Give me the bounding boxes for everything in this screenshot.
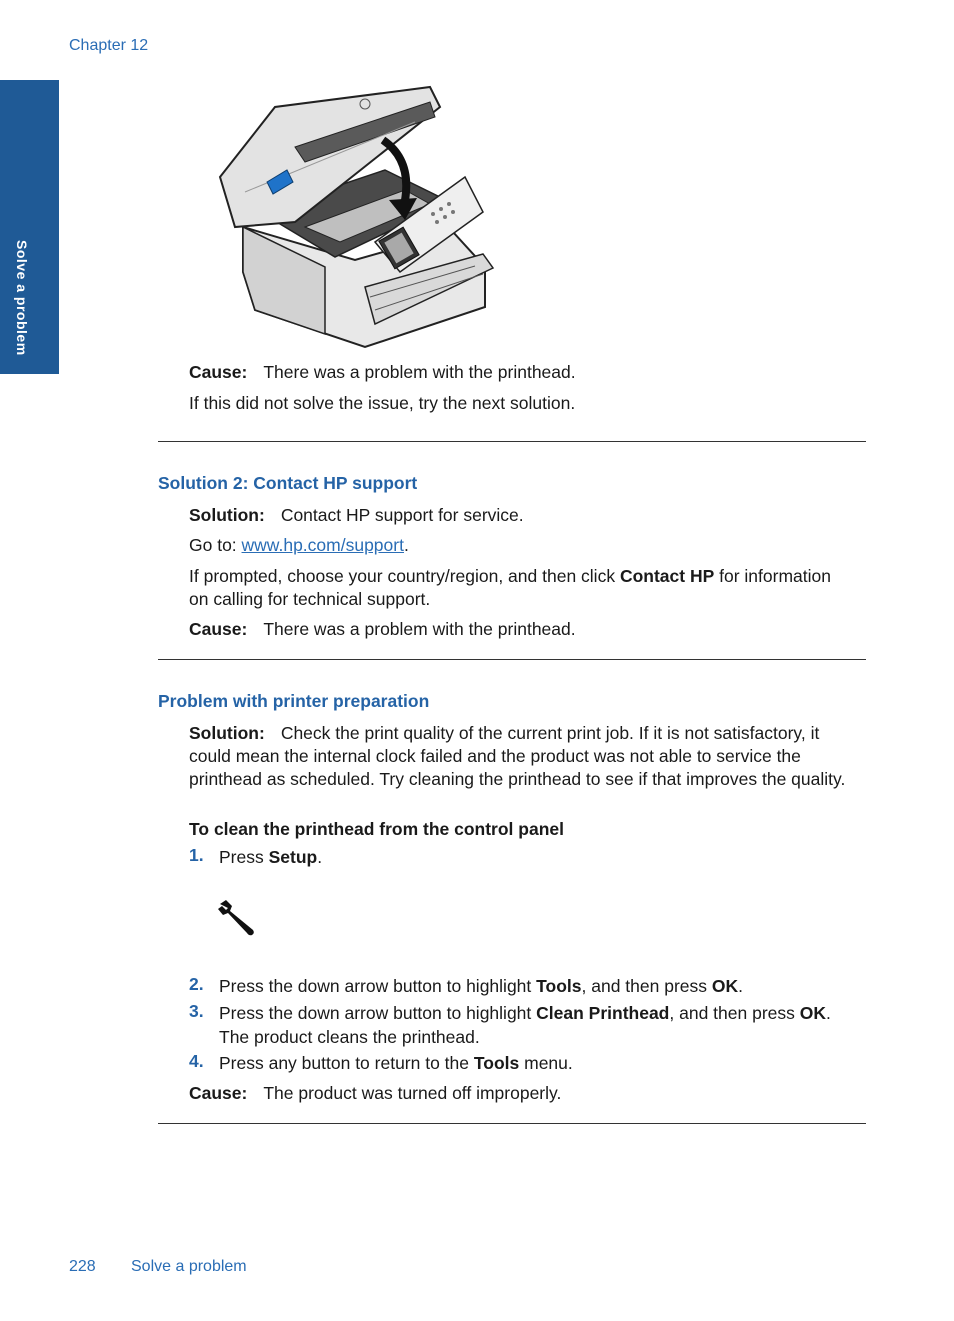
step-text: Press the down arrow button to highlight — [219, 976, 537, 996]
step-3-line2: The product cleans the printhead. — [219, 1027, 480, 1047]
procedure-title: To clean the printhead from the control panel — [189, 819, 564, 839]
goto-suffix: . — [403, 535, 409, 555]
step-4 — [219, 1051, 869, 1075]
solution-label: Solution: — [189, 723, 265, 743]
step-text: , and then press — [581, 976, 712, 996]
step-number: 4. — [189, 1051, 204, 1071]
contact-hp-text: Contact HP — [619, 566, 715, 586]
cause-2 — [189, 618, 869, 641]
divider — [158, 441, 866, 442]
footer-section: Solve a problem — [131, 1258, 247, 1275]
page-number: 228 — [69, 1258, 96, 1275]
goto-line — [189, 534, 869, 557]
cause-3 — [189, 1082, 869, 1105]
prompt-line-2: on calling for technical support. — [189, 589, 431, 609]
section-heading-contact-support: Solution 2: Contact HP support — [158, 473, 418, 493]
solution-3-line3: printhead as scheduled. Try cleaning the printhead to see if that improves the quality. — [189, 769, 846, 789]
goto-prefix: Go to: — [189, 535, 242, 555]
printer-open-lid-illustration — [215, 82, 497, 352]
section-heading-printer-preparation: Problem with printer preparation — [158, 691, 430, 711]
cause-text: The product was turned off improperly. — [263, 1083, 562, 1103]
step-text: Press — [219, 847, 269, 867]
step-1 — [219, 845, 869, 869]
step-bold: Tools — [536, 976, 582, 996]
step-text: . — [738, 976, 744, 996]
solution-2 — [189, 504, 869, 527]
step-text: Press the down arrow button to highlight — [219, 1003, 537, 1023]
prompt-text: If prompted, choose your country/region, and then click — [189, 566, 620, 586]
step-number: 3. — [189, 1001, 204, 1021]
hp-support-link[interactable]: www.hp.com/support — [241, 535, 404, 555]
step-bold: Tools — [473, 1053, 520, 1073]
solution-3-line2: could mean the internal clock failed and the product was not able to service the — [189, 746, 801, 766]
solution-3 — [189, 722, 869, 745]
step-text: . — [826, 1003, 831, 1023]
step-2 — [219, 974, 869, 998]
cause-label: Cause: — [189, 619, 248, 639]
cause-text: There was a problem with the printhead. — [263, 619, 576, 639]
solution-text: Contact HP support for service. — [280, 505, 524, 525]
step-text: . — [317, 847, 323, 867]
cause-text: There was a problem with the printhead. — [263, 362, 576, 382]
cause-1 — [189, 361, 869, 384]
step-text: , and then press — [669, 1003, 800, 1023]
wrench-icon — [217, 898, 257, 938]
divider — [158, 659, 866, 660]
cause-label: Cause: — [189, 1083, 248, 1103]
step-bold: OK — [799, 1003, 826, 1023]
side-tab-label: Solve a problem — [14, 240, 30, 356]
step-bold: Setup — [268, 847, 318, 867]
step-number: 2. — [189, 974, 204, 994]
divider — [158, 1123, 866, 1124]
next-solution-text: If this did not solve the issue, try the next solution. — [189, 393, 576, 413]
cause-label: Cause: — [189, 362, 248, 382]
solution-label: Solution: — [189, 505, 265, 525]
prompt-line — [189, 565, 869, 588]
step-text: Press any button to return to the — [219, 1053, 474, 1073]
step-number: 1. — [189, 845, 204, 865]
step-text: menu. — [519, 1053, 573, 1073]
step-bold: OK — [711, 976, 739, 996]
chapter-label: Chapter 12 — [69, 37, 149, 54]
step-bold: Clean Printhead — [536, 1003, 670, 1023]
step-3 — [219, 1001, 869, 1025]
prompt-text-2: for information — [714, 566, 831, 586]
solution-text: Check the print quality of the current print job. If it is not satisfactory, it — [280, 723, 820, 743]
